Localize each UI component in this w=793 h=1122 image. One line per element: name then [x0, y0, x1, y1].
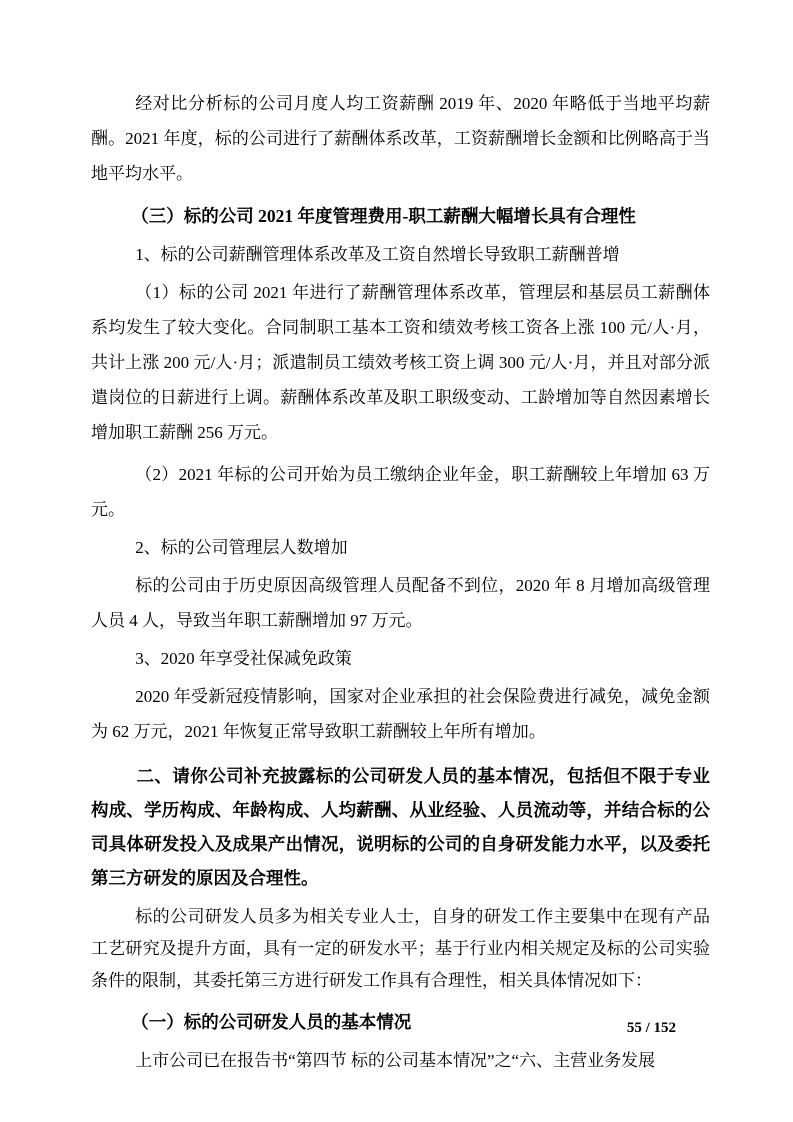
subheading-item-1: 1、标的公司薪酬管理体系改革及工资自然增长导致职工薪酬普增	[135, 245, 620, 264]
page-number: 55 / 152	[626, 1020, 676, 1036]
heading-section-3-salary-growth: （三）标的公司 2021 年度管理费用-职工薪酬大幅增长具有合理性	[131, 206, 636, 226]
paragraph-1-2-annuity: （2）2021 年标的公司开始为员工缴纳企业年金，职工薪酬较上年增加 63 万元。	[91, 465, 710, 519]
heading-section-1-rd-personnel: （一）标的公司研发人员的基本情况	[131, 1012, 412, 1032]
subheading-item-3: 3、2020 年享受社保减免政策	[135, 649, 352, 668]
paragraph-2-management-increase: 标的公司由于历史原因高级管理人员配备不到位，2020 年 8 月增加高级管理人员 4 人，导致当年职工薪酬增加 97 万元。	[91, 576, 710, 630]
paragraph-3-social-insurance: 2020 年受新冠疫情影响，国家对企业承担的社会保险费进行减免，减免金额为 62 万元，2021 年恢复正常导致职工薪酬较上年所有增加。	[91, 687, 710, 741]
document-body	[91, 86, 710, 1081]
paragraph-report-reference: 上市公司已在报告书“第四节 标的公司基本情况”之“六、主营业务发展	[135, 1051, 656, 1070]
subheading-item-2: 2、标的公司管理层人数增加	[135, 538, 348, 557]
paragraph-rd-overview: 标的公司研发人员多为相关专业人士，自身的研发工作主要集中在现有产品工艺研究及提升方面，具有一定的研发水平；基于行业内相关规定及标的公司实验条件的限制，其委托第三方进行研发工作具有合理性，相关具体情况如下：	[91, 907, 710, 990]
paragraph-1-1-salary-reform: （1）标的公司 2021 年进行了薪酬管理体系改革，管理层和基层员工薪酬体系均发生了较大变化。合同制职工基本工资和绩效考核工资各上涨 100 元/人·月，共计上涨 200 元/人·月；派遣制员工绩效考核工资上调 300 元/人·月，并且对部分派遣岗位的日薪进行上调。薪酬体系改革及职工职级变动、工龄增加等自然因素增长增加职工薪酬 256 万元。	[91, 283, 710, 442]
question-2-rd-personnel: 二、请你公司补充披露标的公司研发人员的基本情况，包括但不限于专业构成、学历构成、年龄构成、人均薪酬、从业经验、人员流动等，并结合标的公司具体研发投入及成果产出情况，说明标的公司的自身研发能力水平，以及委托第三方研发的原因及合理性。	[91, 766, 710, 888]
paragraph-salary-comparison: 经对比分析标的公司月度人均工资薪酬 2019 年、2020 年略低于当地平均薪酬。2021 年度，标的公司进行了薪酬体系改革，工资薪酬增长金额和比例略高于当地平均水平。	[91, 94, 710, 183]
